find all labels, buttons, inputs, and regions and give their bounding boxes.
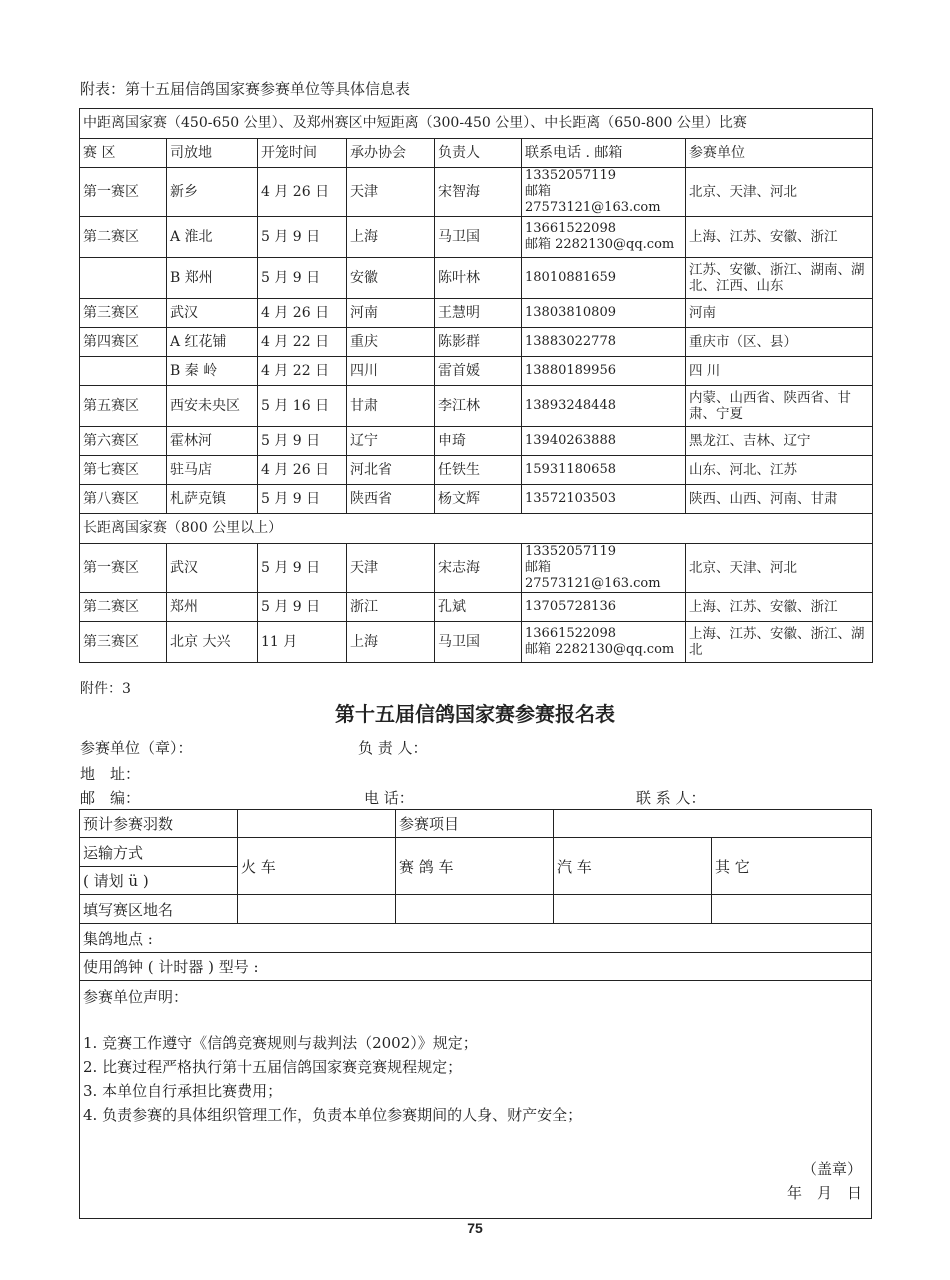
transport-pigeon-car[interactable]: 赛 鸽 车 [396,838,554,895]
release-date-cell: 4 月 26 日 [258,299,347,328]
person-cell: 宋志海 [435,544,522,593]
release-date-cell: 4 月 22 日 [258,328,347,357]
declaration-block [80,981,872,1219]
phone-text: 15931180658 [525,462,616,477]
release-site-cell: 新乡 [167,168,258,217]
zone-name-input-1[interactable] [238,895,396,924]
participating-units-cell: 河南 [686,299,873,328]
participating-units-cell: 上海、江苏、安徽、浙江 [686,217,873,258]
table-row [80,427,873,456]
table-row [80,622,873,663]
zone-cell: 第六赛区 [80,427,167,456]
phone-text: 13705728136 [525,599,616,614]
email-text: 邮箱 27573121@163.com [525,184,661,215]
zone-cell: 第四赛区 [80,328,167,357]
host-association-cell: 安徽 [347,258,435,299]
phone-text: 13661522098 [525,626,616,641]
host-association-cell: 浙江 [347,593,435,622]
declaration-item: 2. 比赛过程严格执行第十五届信鸽国家赛竞赛规程规定； [83,1058,463,1076]
release-site-cell: 郑州 [167,593,258,622]
person-cell: 孔斌 [435,593,522,622]
person-cell: 马卫国 [435,622,522,663]
field-address: 地 址： [80,765,141,783]
column-header: 司放地 [167,139,258,168]
email-text: 邮箱 2282130@qq.com [525,237,675,252]
header-row [80,139,873,168]
release-date-cell: 5 月 9 日 [258,544,347,593]
participating-units-cell: 北京、天津、河北 [686,168,873,217]
contact-cell [522,456,686,485]
zone-name-input-4[interactable] [712,895,872,924]
contact-cell [522,258,686,299]
zone-cell: 第三赛区 [80,622,167,663]
expected-birds-label: 预计参赛羽数 [80,810,238,838]
host-association-cell: 陕西省 [347,485,435,514]
person-cell: 杨文辉 [435,485,522,514]
zone-cell [80,357,167,386]
form-title: 第十五届信鸽国家赛参赛报名表 [335,702,615,726]
release-date-cell: 4 月 26 日 [258,168,347,217]
zone-cell: 第七赛区 [80,456,167,485]
participating-units-cell: 山东、河北、江苏 [686,456,873,485]
field-person: 负 责 人： [358,739,428,757]
participating-units-cell: 黑龙江、吉林、辽宁 [686,427,873,456]
field-phone: 电 话： [364,789,414,807]
participating-units-cell: 上海、江苏、安徽、浙江、湖北 [686,622,873,663]
zone-cell: 第一赛区 [80,168,167,217]
table-row [80,258,873,299]
person-cell: 马卫国 [435,217,522,258]
person-cell: 申琦 [435,427,522,456]
table-row [80,168,873,217]
clock-model-field[interactable]: 使用鸽钟 ( 计时器 ) 型号 : [80,953,872,981]
host-association-cell: 天津 [347,544,435,593]
person-cell: 雷首媛 [435,357,522,386]
release-site-cell: 札萨克镇 [167,485,258,514]
host-association-cell: 四川 [347,357,435,386]
event-label: 参赛项目 [396,810,554,838]
table-row [80,544,873,593]
participating-units-cell: 内蒙、山西省、陕西省、甘肃、宁夏 [686,386,873,427]
zone-cell [80,258,167,299]
contact-cell [522,622,686,663]
column-header: 负责人 [435,139,522,168]
table-row [80,456,873,485]
field-postcode: 邮 编： [80,789,141,807]
zone-name-input-2[interactable] [396,895,554,924]
person-cell: 王慧明 [435,299,522,328]
phone-text: 13661522098 [525,221,616,236]
attachment-label: 附件：3 [80,681,131,697]
phone-text: 13803810809 [525,305,616,320]
release-site-cell: 武汉 [167,299,258,328]
zone-cell: 第八赛区 [80,485,167,514]
participating-units-cell: 四 川 [686,357,873,386]
host-association-cell: 上海 [347,217,435,258]
person-cell: 陈叶林 [435,258,522,299]
zone-name-label: 填写赛区地名 [80,895,238,924]
table-row [80,485,873,514]
release-site-cell: 西安未央区 [167,386,258,427]
transport-label: 运输方式 [80,838,238,867]
transport-train[interactable]: 火 车 [238,838,396,895]
contact-cell [522,427,686,456]
registration-table [79,809,872,1219]
host-association-cell: 重庆 [347,328,435,357]
release-date-cell: 5 月 9 日 [258,593,347,622]
email-text: 邮箱 2282130@qq.com [525,642,675,657]
contact-cell [522,485,686,514]
contact-cell [522,593,686,622]
email-text: 邮箱 27573121@163.com [525,560,661,591]
table-row [80,299,873,328]
tick-hint: ( 请划 ü ) [80,867,238,895]
release-date-cell: 4 月 22 日 [258,357,347,386]
section-row [80,109,873,139]
host-association-cell: 天津 [347,168,435,217]
date-label: 年 月 日 [786,1184,862,1202]
person-cell: 任铁生 [435,456,522,485]
release-site-cell: A 红花铺 [167,328,258,357]
section-title: 长距离国家赛（800 公里以上） [80,514,873,544]
transport-other[interactable]: 其 它 [712,838,872,895]
zone-cell: 第一赛区 [80,544,167,593]
phone-text: 13880189956 [525,363,616,378]
column-header: 承办协会 [347,139,435,168]
contact-cell [522,386,686,427]
appendix-title: 附表：第十五届信鸽国家赛参赛单位等具体信息表 [80,80,411,98]
info-table [79,108,873,663]
page-number: 75 [467,1220,483,1236]
column-header: 联系电话 . 邮箱 [522,139,686,168]
column-header: 赛 区 [80,139,167,168]
participating-units-cell: 重庆市（区、县） [686,328,873,357]
host-association-cell: 甘肃 [347,386,435,427]
release-site-cell: A 淮北 [167,217,258,258]
release-site-cell: 武汉 [167,544,258,593]
stamp-label: （盖章） [801,1160,862,1178]
contact-cell [522,357,686,386]
release-site-cell: 驻马店 [167,456,258,485]
release-date-cell: 4 月 26 日 [258,456,347,485]
phone-text: 13893248448 [525,398,616,413]
column-header: 开笼时间 [258,139,347,168]
declaration-title: 参赛单位声明： [83,988,189,1006]
table-row [80,593,873,622]
zone-cell: 第五赛区 [80,386,167,427]
release-site-cell: B 郑州 [167,258,258,299]
participating-units-cell: 陕西、山西、河南、甘肃 [686,485,873,514]
field-unit: 参赛单位（章）： [80,739,193,757]
host-association-cell: 辽宁 [347,427,435,456]
table-row [80,357,873,386]
zone-name-input-3[interactable] [554,895,712,924]
contact-cell [522,544,686,593]
transport-car[interactable]: 汽 车 [554,838,712,895]
contact-cell [522,328,686,357]
release-date-cell: 5 月 16 日 [258,386,347,427]
gather-place-field[interactable]: 集鸽地点 : [80,924,872,953]
person-cell: 李江林 [435,386,522,427]
table-row [80,386,873,427]
phone-text: 13352057119 [525,168,616,183]
release-date-cell: 5 月 9 日 [258,427,347,456]
phone-text: 13940263888 [525,433,616,448]
participating-units-cell: 江苏、安徽、浙江、湖南、湖北、江西、山东 [686,258,873,299]
participating-units-cell: 北京、天津、河北 [686,544,873,593]
event-input[interactable] [554,810,872,838]
declaration-item: 1. 竞赛工作遵守《信鸽竞赛规则与裁判法（2002）》规定； [83,1034,478,1052]
participating-units-cell: 上海、江苏、安徽、浙江 [686,593,873,622]
phone-text: 13572103503 [525,491,616,506]
release-date-cell: 5 月 9 日 [258,258,347,299]
release-site-cell: 北京 大兴 [167,622,258,663]
release-site-cell: 霍林河 [167,427,258,456]
table-row [80,328,873,357]
phone-text: 18010881659 [525,270,616,285]
column-header: 参赛单位 [686,139,873,168]
contact-cell [522,299,686,328]
phone-text: 13883022778 [525,334,616,349]
person-cell: 宋智海 [435,168,522,217]
contact-cell [522,168,686,217]
release-date-cell: 5 月 9 日 [258,217,347,258]
declaration-item: 4. 负责参赛的具体组织管理工作，负责本单位参赛期间的人身、财产安全； [83,1106,583,1124]
table-row [80,217,873,258]
zone-cell: 第二赛区 [80,593,167,622]
person-cell: 陈影群 [435,328,522,357]
release-site-cell: B 秦 岭 [167,357,258,386]
release-date-cell: 11 月 [258,622,347,663]
host-association-cell: 上海 [347,622,435,663]
zone-cell: 第二赛区 [80,217,167,258]
section-title: 中距离国家赛（450-650 公里）、及郑州赛区中短距离（300-450 公里）、中长距离（650-800 公里）比赛 [80,109,873,139]
field-contact: 联 系 人： [636,789,706,807]
contact-cell [522,217,686,258]
declaration-item: 3. 本单位自行承担比赛费用； [83,1082,283,1100]
host-association-cell: 河南 [347,299,435,328]
host-association-cell: 河北省 [347,456,435,485]
release-date-cell: 5 月 9 日 [258,485,347,514]
expected-birds-input[interactable] [238,810,396,838]
section-row [80,514,873,544]
zone-cell: 第三赛区 [80,299,167,328]
phone-text: 13352057119 [525,544,616,559]
